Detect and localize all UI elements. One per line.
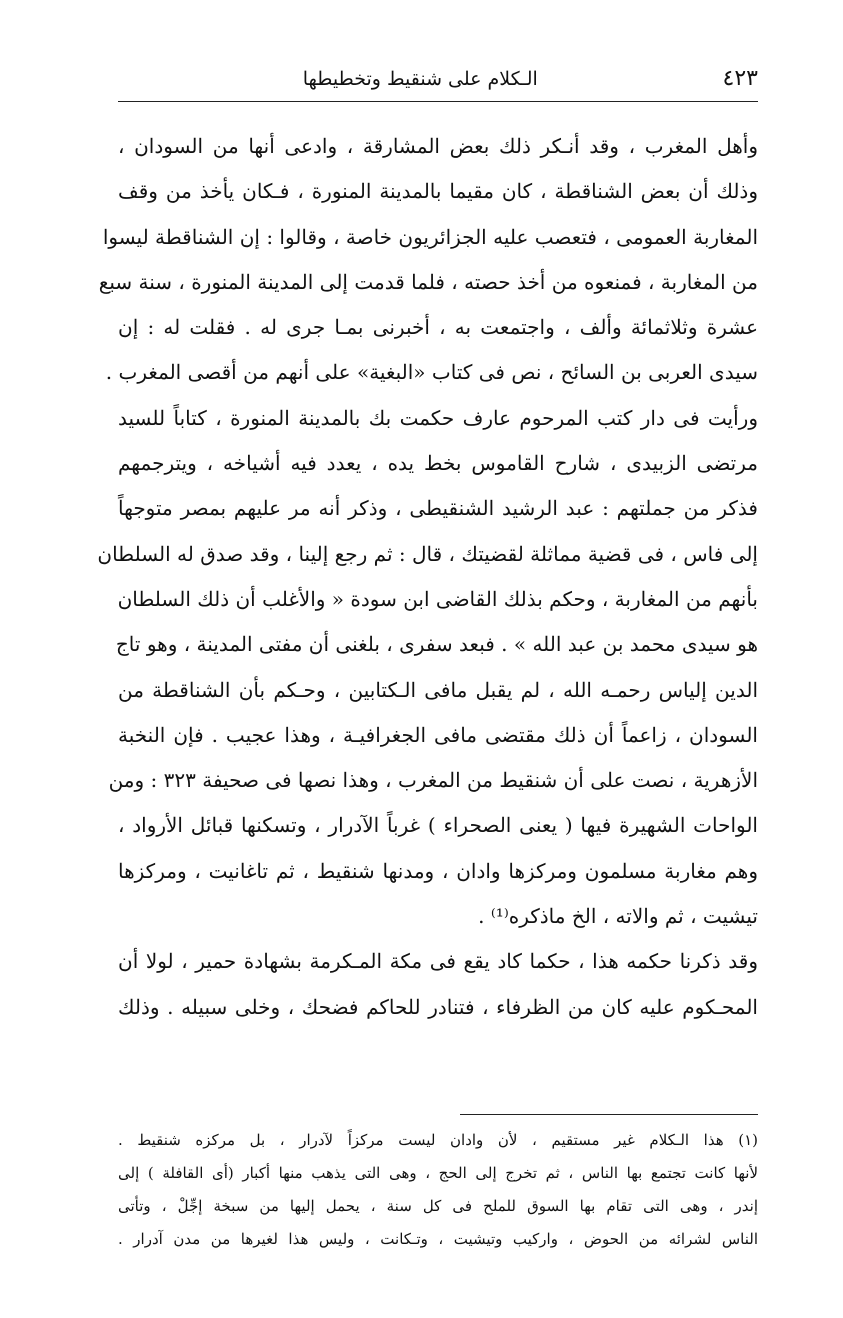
footnote-line: (١) هذا الـكلام غير مستقيم ، لأن وادان ليست مركزاً لآدرار ، بل مركزه شنقيط .	[118, 1131, 758, 1149]
body-line: فذكر من جملتهم : عبد الرشيد الشنقيطى ، وذكر أنه مر عليهم بمصر متوجهاً	[118, 496, 758, 521]
body-line: السودان ، زاعماً أن ذلك مقتضى مافى الجغرافيـة ، وهذا عجيب . فإن النخبة	[118, 722, 758, 747]
body-line: المغاربة العمومى ، فتعصب عليه الجزائريون خاصة ، وقالوا : إن الشناقطة ليسوا	[102, 224, 758, 249]
body-line: تيشيت ، ثم والاته ، الخ ماذكره⁽¹⁾ .	[478, 904, 758, 929]
body-line: مرتضى الزبيدى ، شارح القاموس بخط يده ، يعدد فيه أشياخه ، ويترجمهم	[118, 451, 758, 476]
body-line: بأنهم من المغاربة ، وحكم بذلك القاضى ابن سودة « والأغلب أن ذلك السلطان	[117, 586, 758, 611]
body-line: عشرة وثلاثمائة وألف ، واجتمعت به ، أخبرنى بمـا جرى له . فقلت له : إن	[118, 315, 758, 340]
body-line: الواحات الشهيرة فيها ( يعنى الصحراء ) غرباً الآدرار ، وتسكنها قبائل الأرواد ،	[118, 813, 758, 838]
page-number: ٤٢٣	[722, 66, 758, 91]
body-line: ورأيت فى دار كتب المرحوم عارف حكمت بك بالمدينة المنورة ، كتاباً للسيد	[118, 405, 758, 430]
body-line: الدين إلياس رحمـه الله ، لم يقبل مافى الـكتابين ، وحـكم بأن الشناقطة من	[118, 677, 758, 702]
header-rule	[118, 101, 758, 102]
page-header	[118, 66, 758, 91]
body-line: وأهل المغرب ، وقد أنـكر ذلك بعض المشارقة ، وادعى أنها من السودان ،	[118, 134, 758, 158]
body-line: وذلك أن بعض الشناقطة ، كان مقيما بالمدينة المنورة ، فـكان يأخذ من وقف	[118, 179, 758, 204]
body-line: من المغاربة ، فمنعوه من أخذ حصته ، فلما قدمت إلى المدينة المنورة ، سنة سبع	[98, 269, 758, 294]
footnote-line: إندر ، وهى التى تقام بها السوق للملح فى كل سنة ، يحمل إليها من سبخة إجِّلْ ، وتأتى	[118, 1197, 758, 1215]
footnotes	[118, 1124, 758, 1256]
body-line: المحـكوم عليه كان من الظرفاء ، فتنادر للحاكم فضحك ، وخلى سبيله . وذلك	[118, 994, 758, 1019]
body-line: إلى فاس ، فى قضية مماثلة لقضيتك ، قال : ثم رجع إلينا ، وقد صدق له السلطان	[97, 541, 758, 566]
footnote-rule	[460, 1114, 758, 1115]
body-line: وهم مغاربة مسلمون ومركزها وادان ، ومدنها شنقيط ، ثم تاغانيت ، ومركزها	[118, 858, 758, 883]
running-title: الـكلام على شنقيط وتخطيطها	[302, 68, 538, 90]
body-line: هو سيدى محمد بن عبد الله » . فبعد سفرى ، بلغنى أن مفتى المدينة ، وهو تاج	[115, 632, 758, 657]
footnote-line: لأنها كانت تجتمع بها الناس ، ثم تخرج إلى الحج ، وهى التى يذهب منها أكبار (أى القافلة ) إلى	[118, 1164, 758, 1182]
body-line: سيدى العربى بن السائح ، نص فى كتاب «البغية» على أنهم من أقصى المغرب .	[105, 360, 758, 385]
body-line: وقد ذكرنا حكمه هذا ، حكما كاد يقع فى مكة المـكرمة بشهادة حمير ، لولا أن	[118, 949, 758, 974]
body-text	[97, 124, 758, 1030]
body-line: الأزهرية ، نصت على أن شنقيط من المغرب ، وهذا نصها فى صحيفة ٣٢٣ : ومن	[108, 768, 758, 793]
footnote-line: الناس لشرائه من الحوض ، واركيب وتيشيت ، وتـكانت ، وليس هذا لغيرها من مدن آدرار .	[118, 1230, 758, 1248]
